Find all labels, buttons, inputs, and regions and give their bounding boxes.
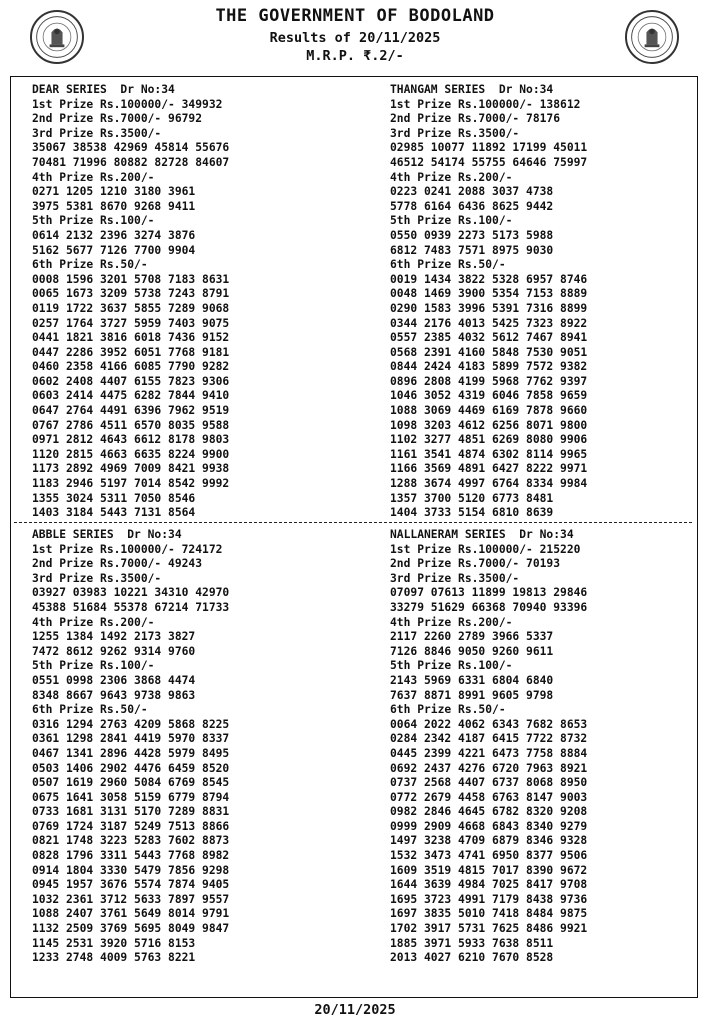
winning-numbers-row: 03927 03983 10221 34310 42970 <box>32 586 230 600</box>
winning-numbers-row: 0692 2437 4276 6720 7963 8921 <box>390 761 588 775</box>
winning-numbers-row: 1098 3203 4612 6256 8071 9800 <box>390 418 588 432</box>
winning-numbers-row: 5778 6164 6436 8625 9442 <box>390 199 554 213</box>
winning-numbers-row: 1046 3052 4319 6046 7858 9659 <box>390 389 588 403</box>
winning-numbers-row: 1132 2509 3769 5695 8049 9847 <box>32 922 230 936</box>
winning-numbers-row: 1233 2748 4009 5763 8221 <box>32 951 196 965</box>
winning-numbers-row: 0316 1294 2763 4209 5868 8225 <box>32 717 230 731</box>
winning-numbers-row: 0675 1641 3058 5159 6779 8794 <box>32 790 230 804</box>
winning-numbers-row: 0460 2358 4166 6085 7790 9282 <box>32 360 230 374</box>
prize-heading: 1st Prize Rs.100000/- 215220 <box>390 542 581 556</box>
winning-numbers-row: 8348 8667 9643 9738 9863 <box>32 688 196 702</box>
winning-numbers-row: 5162 5677 7126 7700 9904 <box>32 243 196 257</box>
winning-numbers-row: 0896 2808 4199 5968 7762 9397 <box>390 374 588 388</box>
winning-numbers-row: 1532 3473 4741 6950 8377 9506 <box>390 849 588 863</box>
winning-numbers-row: 0445 2399 4221 6473 7758 8884 <box>390 746 588 760</box>
winning-numbers-row: 0999 2909 4668 6843 8340 9279 <box>390 819 588 833</box>
prize-heading: 4th Prize Rs.200/- <box>32 615 155 629</box>
winning-numbers-row: 0557 2385 4032 5612 7467 8941 <box>390 331 588 345</box>
prize-heading: 4th Prize Rs.200/- <box>390 170 513 184</box>
winning-numbers-row: 0019 1434 3822 5328 6957 8746 <box>390 272 588 286</box>
winning-numbers-row: 0447 2286 3952 6051 7768 9181 <box>32 345 230 359</box>
winning-numbers-row: 0503 1406 2902 4476 6459 8520 <box>32 761 230 775</box>
winning-numbers-row: 1702 3917 5731 7625 8486 9921 <box>390 922 588 936</box>
abble-series-block <box>32 528 229 966</box>
winning-numbers-row: 0828 1796 3311 5443 7768 8982 <box>32 849 230 863</box>
winning-numbers-row: 1697 3835 5010 7418 8484 9875 <box>390 907 588 921</box>
winning-numbers-row: 0945 1957 3676 5574 7874 9405 <box>32 878 230 892</box>
series-title: THANGAM SERIES Dr No:34 <box>390 83 554 96</box>
winning-numbers-row: 7126 8846 9050 9260 9611 <box>390 644 554 658</box>
prize-heading: 6th Prize Rs.50/- <box>390 258 506 272</box>
prize-heading: 1st Prize Rs.100000/- 138612 <box>390 97 581 111</box>
winning-numbers-row: 7472 8612 9262 9314 9760 <box>32 644 196 658</box>
winning-numbers-row: 0844 2424 4183 5899 7572 9382 <box>390 360 588 374</box>
prize-heading: 1st Prize Rs.100000/- 724172 <box>32 542 223 556</box>
prize-heading: 6th Prize Rs.50/- <box>390 703 506 717</box>
winning-numbers-row: 02985 10077 11892 17199 45011 <box>390 141 588 155</box>
winning-numbers-row: 1088 2407 3761 5649 8014 9791 <box>32 907 230 921</box>
winning-numbers-row: 0064 2022 4062 6343 7682 8653 <box>390 717 588 731</box>
footer-date: 20/11/2025 <box>314 1002 396 1018</box>
prize-heading: 2nd Prize Rs.7000/- 78176 <box>390 112 561 126</box>
prize-heading: 3rd Prize Rs.3500/- <box>32 571 162 585</box>
winning-numbers-row: 0769 1724 3187 5249 7513 8866 <box>32 819 230 833</box>
winning-numbers-row: 0772 2679 4458 6763 8147 9003 <box>390 790 588 804</box>
winning-numbers-row: 45388 51684 55378 67214 71733 <box>32 600 230 614</box>
prize-heading: 5th Prize Rs.100/- <box>390 659 513 673</box>
winning-numbers-row: 1166 3569 4891 6427 8222 9971 <box>390 462 588 476</box>
winning-numbers-row: 1120 2815 4663 6635 8224 9900 <box>32 447 230 461</box>
prize-heading: 3rd Prize Rs.3500/- <box>32 126 162 140</box>
prize-heading: 6th Prize Rs.50/- <box>32 258 148 272</box>
winning-numbers-row: 0271 1205 1210 3180 3961 <box>32 185 196 199</box>
winning-numbers-row: 70481 71996 80882 82728 84607 <box>32 155 230 169</box>
prize-heading: 3rd Prize Rs.3500/- <box>390 126 520 140</box>
winning-numbers-row: 1403 3184 5443 7131 8564 <box>32 506 196 520</box>
prize-heading: 5th Prize Rs.100/- <box>32 659 155 673</box>
winning-numbers-row: 0065 1673 3209 5738 7243 8791 <box>32 287 230 301</box>
winning-numbers-row: 1088 3069 4469 6169 7878 9660 <box>390 404 588 418</box>
winning-numbers-row: 0821 1748 3223 5283 7602 8873 <box>32 834 230 848</box>
prize-heading: 2nd Prize Rs.7000/- 70193 <box>390 557 561 571</box>
winning-numbers-row: 1255 1384 1492 2173 3827 <box>32 630 196 644</box>
winning-numbers-row: 1404 3733 5154 6810 8639 <box>390 506 554 520</box>
winning-numbers-row: 6812 7483 7571 8975 9030 <box>390 243 554 257</box>
winning-numbers-row: 1145 2531 3920 5716 8153 <box>32 936 196 950</box>
prize-heading: 1st Prize Rs.100000/- 349932 <box>32 97 223 111</box>
winning-numbers-row: 1609 3519 4815 7017 8390 9672 <box>390 863 588 877</box>
winning-numbers-row: 0647 2764 4491 6396 7962 9519 <box>32 404 230 418</box>
winning-numbers-row: 0971 2812 4643 6612 8178 9803 <box>32 433 230 447</box>
prize-heading: 2nd Prize Rs.7000/- 96792 <box>32 112 203 126</box>
winning-numbers-row: 1161 3541 4874 6302 8114 9965 <box>390 447 588 461</box>
winning-numbers-row: 1183 2946 5197 7014 8542 9992 <box>32 477 230 491</box>
winning-numbers-row: 1695 3723 4991 7179 8438 9736 <box>390 892 588 906</box>
prize-heading: 6th Prize Rs.50/- <box>32 703 148 717</box>
winning-numbers-row: 0290 1583 3996 5391 7316 8899 <box>390 301 588 315</box>
winning-numbers-row: 0048 1469 3900 5354 7153 8889 <box>390 287 588 301</box>
winning-numbers-row: 1173 2892 4969 7009 8421 9938 <box>32 462 230 476</box>
series-title: DEAR SERIES Dr No:34 <box>32 83 175 96</box>
winning-numbers-row: 0982 2846 4645 6782 8320 9208 <box>390 805 588 819</box>
winning-numbers-row: 0603 2414 4475 6282 7844 9410 <box>32 389 230 403</box>
winning-numbers-row: 1032 2361 3712 5633 7897 9557 <box>32 892 230 906</box>
nallaneram-series-block <box>390 528 587 966</box>
winning-numbers-row: 0602 2408 4407 6155 7823 9306 <box>32 374 230 388</box>
winning-numbers-row: 0344 2176 4013 5425 7323 8922 <box>390 316 588 330</box>
winning-numbers-row: 1357 3700 5120 6773 8481 <box>390 491 554 505</box>
prize-heading: 4th Prize Rs.200/- <box>32 170 155 184</box>
winning-numbers-row: 7637 8871 8991 9605 9798 <box>390 688 554 702</box>
winning-numbers-row: 0568 2391 4160 5848 7530 9051 <box>390 345 588 359</box>
prize-heading: 5th Prize Rs.100/- <box>390 214 513 228</box>
winning-numbers-row: 0441 1821 3816 6018 7436 9152 <box>32 331 230 345</box>
winning-numbers-row: 0008 1596 3201 5708 7183 8631 <box>32 272 230 286</box>
winning-numbers-row: 0119 1722 3637 5855 7289 9068 <box>32 301 230 315</box>
winning-numbers-row: 0551 0998 2306 3868 4474 <box>32 673 196 687</box>
section-divider <box>14 522 692 523</box>
series-title: ABBLE SERIES Dr No:34 <box>32 528 182 541</box>
winning-numbers-row: 0257 1764 3727 5959 7403 9075 <box>32 316 230 330</box>
winning-numbers-row: 0284 2342 4187 6415 7722 8732 <box>390 732 588 746</box>
winning-numbers-row: 0614 2132 2396 3274 3876 <box>32 228 196 242</box>
winning-numbers-row: 1102 3277 4851 6269 8080 9906 <box>390 433 588 447</box>
winning-numbers-row: 33279 51629 66368 70940 93396 <box>390 600 588 614</box>
prize-heading: 2nd Prize Rs.7000/- 49243 <box>32 557 203 571</box>
winning-numbers-row: 1355 3024 5311 7050 8546 <box>32 491 196 505</box>
page-title: THE GOVERNMENT OF BODOLAND <box>215 6 495 26</box>
winning-numbers-row: 46512 54174 55755 64646 75997 <box>390 155 588 169</box>
thangam-series-block <box>390 83 587 521</box>
winning-numbers-row: 2013 4027 6210 7670 8528 <box>390 951 554 965</box>
winning-numbers-row: 3975 5381 8670 9268 9411 <box>32 199 196 213</box>
winning-numbers-row: 0223 0241 2088 3037 4738 <box>390 185 554 199</box>
winning-numbers-row: 2143 5969 6331 6804 6840 <box>390 673 554 687</box>
prize-heading: 5th Prize Rs.100/- <box>32 214 155 228</box>
winning-numbers-row: 1497 3238 4709 6879 8346 9328 <box>390 834 588 848</box>
winning-numbers-row: 0914 1804 3330 5479 7856 9298 <box>32 863 230 877</box>
winning-numbers-row: 0467 1341 2896 4428 5979 8495 <box>32 746 230 760</box>
winning-numbers-row: 1644 3639 4984 7025 8417 9708 <box>390 878 588 892</box>
winning-numbers-row: 0767 2786 4511 6570 8035 9588 <box>32 418 230 432</box>
results-date-line: Results of 20/11/2025 <box>269 30 441 46</box>
winning-numbers-row: 2117 2260 2789 3966 5337 <box>390 630 554 644</box>
winning-numbers-row: 1288 3674 4997 6764 8334 9984 <box>390 477 588 491</box>
dear-series-block <box>32 83 229 521</box>
winning-numbers-row: 1885 3971 5933 7638 8511 <box>390 936 554 950</box>
winning-numbers-row: 0361 1298 2841 4419 5970 8337 <box>32 732 230 746</box>
winning-numbers-row: 0507 1619 2960 5084 6769 8545 <box>32 776 230 790</box>
winning-numbers-row: 35067 38538 42969 45814 55676 <box>32 141 230 155</box>
winning-numbers-row: 07097 07613 11899 19813 29846 <box>390 586 588 600</box>
prize-heading: 4th Prize Rs.200/- <box>390 615 513 629</box>
prize-heading: 3rd Prize Rs.3500/- <box>390 571 520 585</box>
winning-numbers-row: 0550 0939 2273 5173 5988 <box>390 228 554 242</box>
winning-numbers-row: 0737 2568 4407 6737 8068 8950 <box>390 776 588 790</box>
series-title: NALLANERAM SERIES Dr No:34 <box>390 528 574 541</box>
mrp-line: M.R.P. ₹.2/- <box>306 48 404 64</box>
winning-numbers-row: 0733 1681 3131 5170 7289 8831 <box>32 805 230 819</box>
